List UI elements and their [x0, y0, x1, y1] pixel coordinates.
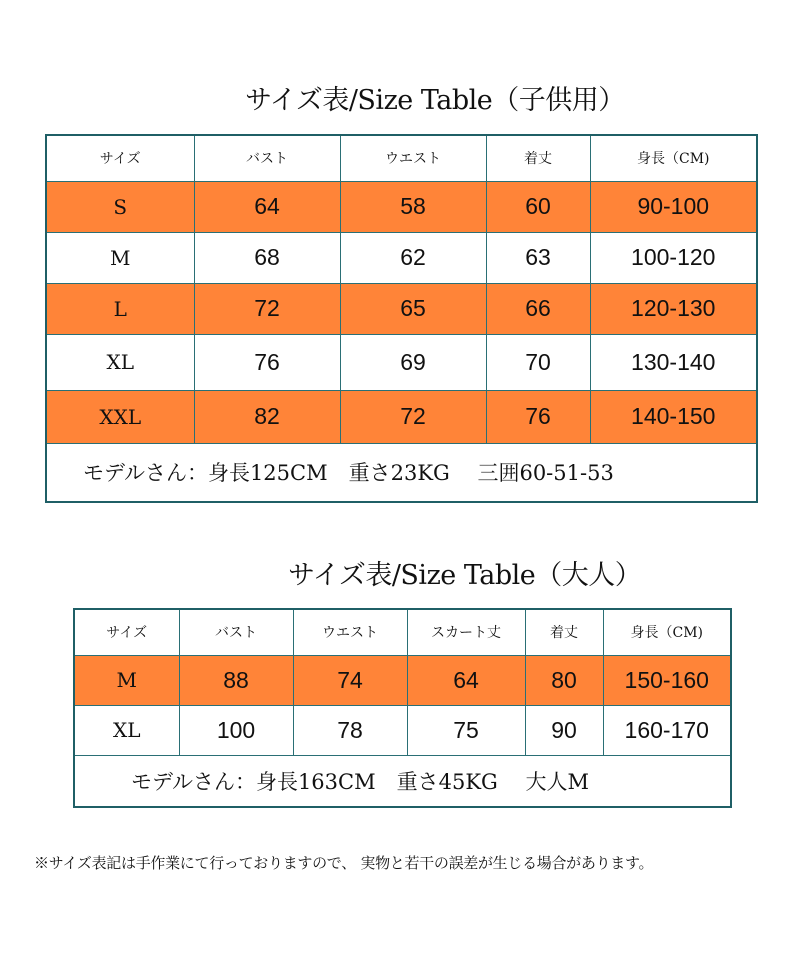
length-cell: 63 — [486, 232, 590, 283]
waist-cell: 78 — [293, 705, 407, 755]
table-row — [46, 232, 757, 283]
skirt-length-cell: 75 — [407, 705, 525, 755]
table-header-row — [46, 135, 757, 181]
model-note: モデルさん：身長125CM 重さ23KG 三囲60-51-53 — [46, 443, 757, 502]
bust-cell: 68 — [194, 232, 340, 283]
size-cell: XL — [74, 705, 179, 755]
table-header-row — [74, 609, 731, 655]
size-cell: L — [46, 283, 194, 334]
model-note-row — [46, 443, 757, 502]
column-header-size: サイズ — [46, 135, 194, 181]
bust-cell: 88 — [179, 655, 293, 705]
size-cell: M — [46, 232, 194, 283]
bust-cell: 100 — [179, 705, 293, 755]
table-row — [46, 390, 757, 443]
height-cell: 150-160 — [603, 655, 731, 705]
table-row — [74, 655, 731, 705]
size-cell: XXL — [46, 390, 194, 443]
waist-cell: 74 — [293, 655, 407, 705]
bust-cell: 82 — [194, 390, 340, 443]
column-header-length: 着丈 — [486, 135, 590, 181]
table-row — [46, 283, 757, 334]
column-header-waist: ウエスト — [293, 609, 407, 655]
column-header-height: 身長（CM) — [603, 609, 731, 655]
length-cell: 76 — [486, 390, 590, 443]
length-cell: 60 — [486, 181, 590, 232]
adult-size-table-title: サイズ表/Size Table（大人） — [288, 560, 642, 591]
size-cell: M — [74, 655, 179, 705]
waist-cell: 69 — [340, 334, 486, 390]
column-header-height: 身長（CM) — [590, 135, 757, 181]
height-cell: 120-130 — [590, 283, 757, 334]
skirt-length-cell: 64 — [407, 655, 525, 705]
model-note-row — [74, 755, 731, 807]
height-cell: 140-150 — [590, 390, 757, 443]
column-header-bust: バスト — [179, 609, 293, 655]
model-note: モデルさん：身長163CM 重さ45KG 大人M — [74, 755, 731, 807]
disclaimer-note: ※サイズ表記は手作業にて行っておりますので、 実物と若干の誤差が生じる場合があります。 — [34, 854, 654, 872]
kids-size-table — [45, 134, 758, 503]
column-header-skirt-length: スカート丈 — [407, 609, 525, 655]
size-cell: S — [46, 181, 194, 232]
height-cell: 90-100 — [590, 181, 757, 232]
waist-cell: 65 — [340, 283, 486, 334]
bust-cell: 64 — [194, 181, 340, 232]
column-header-length: 着丈 — [525, 609, 603, 655]
length-cell: 80 — [525, 655, 603, 705]
bust-cell: 72 — [194, 283, 340, 334]
length-cell: 70 — [486, 334, 590, 390]
waist-cell: 72 — [340, 390, 486, 443]
height-cell: 160-170 — [603, 705, 731, 755]
table-row — [74, 705, 731, 755]
height-cell: 100-120 — [590, 232, 757, 283]
column-header-waist: ウエスト — [340, 135, 486, 181]
waist-cell: 62 — [340, 232, 486, 283]
waist-cell: 58 — [340, 181, 486, 232]
length-cell: 66 — [486, 283, 590, 334]
size-cell: XL — [46, 334, 194, 390]
column-header-bust: バスト — [194, 135, 340, 181]
bust-cell: 76 — [194, 334, 340, 390]
height-cell: 130-140 — [590, 334, 757, 390]
length-cell: 90 — [525, 705, 603, 755]
table-row — [46, 181, 757, 232]
table-row — [46, 334, 757, 390]
adult-size-table — [73, 608, 732, 808]
kids-size-table-title: サイズ表/Size Table（子供用） — [245, 85, 625, 116]
column-header-size: サイズ — [74, 609, 179, 655]
